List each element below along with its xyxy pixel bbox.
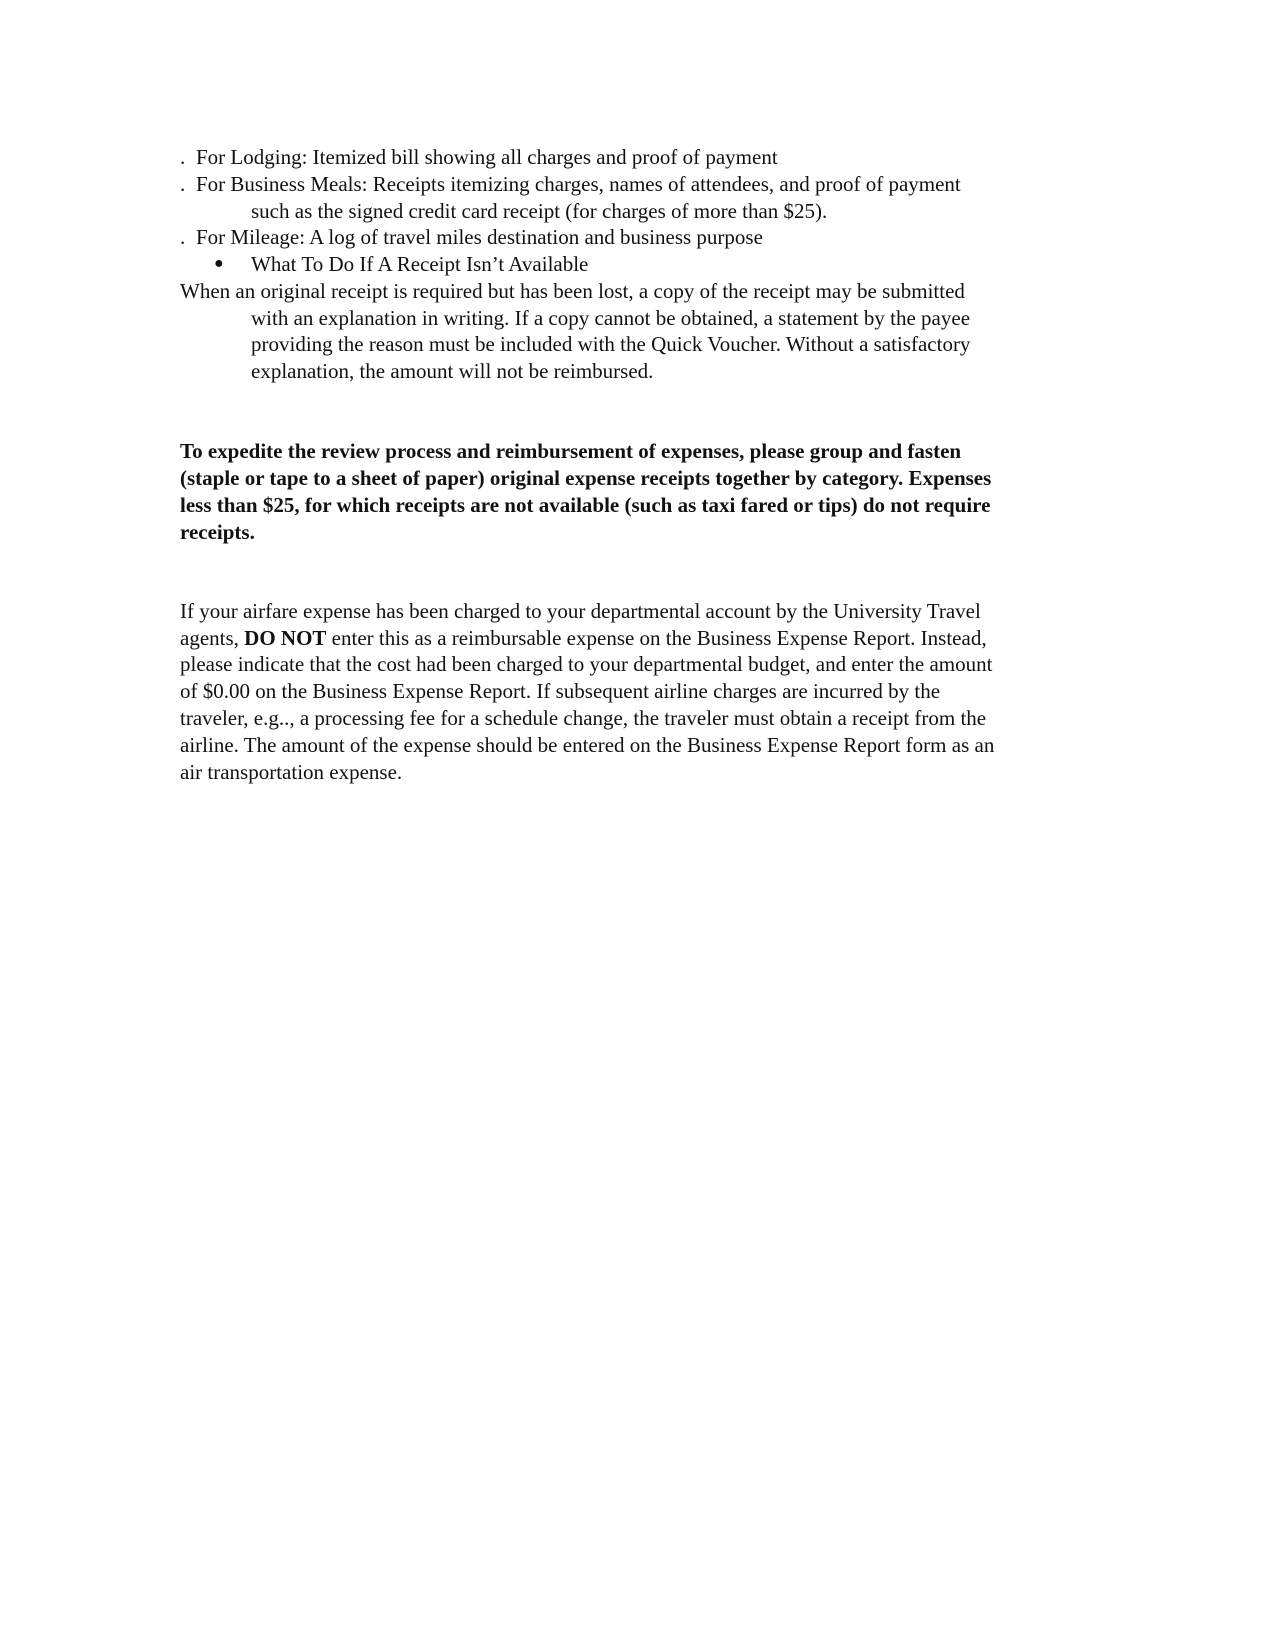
airfare-line-4: of $0.00 on the Business Expense Report. If subsequent airline charges are incurred by the (180, 679, 941, 703)
airfare-line-2 (180, 624, 987, 652)
mileage-item (180, 223, 763, 251)
airfare-line-5: traveler, e.g.., a processing fee for a schedule change, the traveler must obtain a receipt from the (180, 706, 987, 730)
airfare-line-1: If your airfare expense has been charged to your departmental account by the University Travel (180, 599, 981, 623)
lodging-item (180, 143, 778, 171)
business-meals-item-continuation: such as the signed credit card receipt (for charges of more than $25). (251, 199, 828, 223)
expedite-notice-line-3: less than $25, for which receipts are not available (such as taxi fared or tips) do not require (180, 493, 991, 517)
airfare-line-7: air transportation expense. (180, 760, 403, 784)
missing-receipt-line-1: When an original receipt is required but has been lost, a copy of the receipt may be submitted (180, 279, 965, 303)
airfare-line-2-post: enter this as a reimbursable expense on the Business Expense Report. Instead, (326, 626, 987, 650)
bullet-icon: ● (214, 255, 224, 272)
missing-receipt-line-4: explanation, the amount will not be reimbursed. (251, 359, 654, 383)
airfare-line-3: please indicate that the cost had been charged to your departmental budget, and enter the amount (180, 652, 993, 676)
missing-receipt-line-3: providing the reason must be included with the Quick Voucher. Without a satisfactory (251, 332, 971, 356)
airfare-line-6: airline. The amount of the expense should be entered on the Business Expense Report form as an (180, 733, 995, 757)
missing-receipt-line-2: with an explanation in writing. If a copy cannot be obtained, a statement by the payee (251, 306, 971, 330)
airfare-line-2-pre: agents, (180, 626, 245, 650)
item-marker: . (180, 172, 186, 196)
expedite-notice-line-2: (staple or tape to a sheet of paper) original expense receipts together by category. Expenses (180, 466, 992, 490)
item-marker: . (180, 225, 186, 249)
do-not-emphasis: DO NOT (244, 626, 327, 650)
business-meals-item-text: For Business Meals: Receipts itemizing charges, names of attendees, and proof of payment (196, 172, 961, 196)
mileage-item-text: For Mileage: A log of travel miles destination and business purpose (196, 225, 763, 249)
missing-receipt-heading: What To Do If A Receipt Isn’t Available (251, 252, 589, 276)
lodging-item-text: For Lodging: Itemized bill showing all charges and proof of payment (196, 145, 778, 169)
expedite-notice-line-4: receipts. (180, 520, 255, 544)
expedite-notice-line-1: To expedite the review process and reimbursement of expenses, please group and fasten (180, 439, 962, 463)
business-meals-item (180, 170, 961, 198)
item-marker: . (180, 145, 186, 169)
